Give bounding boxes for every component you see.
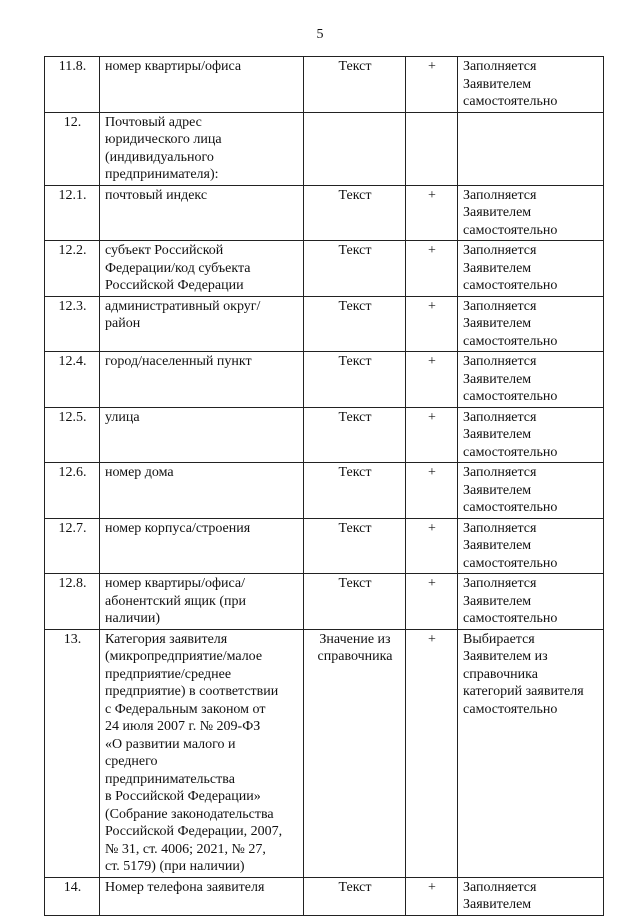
fill-note [458,352,604,408]
fill-note-line: Заявителем [463,427,532,442]
field-type-line: Текст [338,354,372,369]
row-number [45,877,100,915]
required-mark [406,296,458,352]
field-name-line: улица [105,409,140,425]
table-row [45,241,604,297]
required-mark-text: + [428,520,436,536]
fill-note-line: Заполняется [463,520,537,536]
field-name [100,407,304,463]
field-name-line: (Собрание законодательства [105,806,274,822]
fill-note-line: Заявителем [463,538,532,553]
fill-note-line: Заполняется [463,465,537,480]
fill-note-line: Заполняется [463,409,537,425]
field-name [100,877,304,915]
field-type [304,877,406,915]
field-name-line: Российской Федерации [105,278,244,293]
row-number [45,574,100,630]
fill-note-line: самостоятельно [463,444,558,460]
field-name-line: город/населенный пункт [105,354,252,369]
field-name [100,352,304,408]
field-name [100,185,304,241]
row-number-text: 11.8. [58,59,87,74]
fill-note-line: Заполняется [463,243,537,258]
table-body [45,57,604,916]
field-type [304,518,406,574]
fill-note [458,112,604,185]
required-mark-text: + [428,187,436,203]
table-row [45,112,604,185]
fill-note-line: самостоятельно [463,555,558,571]
field-name-line: номер квартиры/офиса [105,59,242,74]
field-name-line: среднего [105,754,158,769]
row-number-text: 12.1. [58,187,87,203]
field-name-line: Почтовый адрес [105,114,202,130]
field-name-line: номер корпуса/строения [105,520,251,536]
field-type-line: Текст [338,879,372,895]
field-name-line: район [105,316,141,331]
field-type [304,112,406,185]
field-name-line: Категория заявителя [105,631,228,647]
field-name-line: с Федеральным законом от [105,701,266,717]
field-name-line: номер дома [105,465,174,480]
field-name-line: (микропредприятие/малое [105,649,263,664]
field-type [304,296,406,352]
fill-note [458,463,604,519]
required-mark-text: + [428,409,436,425]
required-mark-text: + [428,243,436,258]
field-name-line: предпринимателя): [105,167,219,182]
row-number-text: 12.5. [58,409,87,425]
field-name [100,518,304,574]
table-row [45,629,604,877]
field-name-line: предприятие) в соответствии [105,684,279,699]
required-mark [406,463,458,519]
row-number [45,57,100,113]
table-row [45,296,604,352]
row-number-text: 12.3. [58,298,87,314]
row-number [45,629,100,877]
required-mark-text: + [428,298,436,314]
field-type-line: Текст [338,187,372,203]
fill-note-line: Заявителем [463,205,532,220]
field-type [304,463,406,519]
field-type-line: Текст [338,465,372,480]
field-name-line: ст. 5179) (при наличии) [105,859,245,874]
field-name-line: «О развитии малого и [105,736,236,752]
fill-note [458,241,604,297]
field-type-line: Текст [338,520,372,536]
row-number [45,518,100,574]
row-number-text: 12.8. [58,576,87,591]
row-number [45,463,100,519]
fill-note-line: Заполняется [463,298,537,314]
fill-note [458,185,604,241]
field-name [100,241,304,297]
fill-note-line: Заполняется [463,187,537,203]
fill-note [458,57,604,113]
required-mark [406,112,458,185]
row-number-text: 12.6. [58,465,87,480]
fill-note-line: самостоятельно [463,94,558,109]
fill-note-line: Заявителем [463,593,532,609]
field-type [304,241,406,297]
field-name-line: абонентский ящик (при [105,593,246,609]
required-mark [406,407,458,463]
fill-note [458,407,604,463]
field-name-line: административный округ/ [105,298,261,314]
table-row [45,877,604,915]
field-name [100,463,304,519]
field-name-line: Российской Федерации, 2007, [105,824,283,839]
required-mark-text: + [428,59,436,74]
fill-note-line: Заявителем [463,76,532,92]
table-row [45,518,604,574]
fill-note-line: Заявителем [463,482,532,498]
field-type-line: Текст [338,576,372,591]
row-number [45,112,100,185]
field-name-line: субъект Российской [105,243,224,258]
field-type-line: Значение из [319,631,391,647]
row-number [45,241,100,297]
required-mark-text: + [428,354,436,369]
field-name-line: Федерации/код субъекта [105,260,251,276]
table-row [45,407,604,463]
page-number: 5 [316,27,324,42]
fill-note [458,296,604,352]
fill-note-line: Заявителем из [463,649,548,664]
required-mark-text: + [428,576,436,591]
row-number-text: 14. [63,879,82,895]
fill-note-line: самостоятельно [463,222,558,238]
field-type [304,574,406,630]
field-type [304,629,406,877]
table-row [45,57,604,113]
field-name-line: предпринимательства [105,771,235,787]
table-row [45,463,604,519]
field-name-line: № 31, ст. 4006; 2021, № 27, [105,841,266,857]
row-number-text: 12.2. [58,243,87,258]
required-mark [406,352,458,408]
required-mark [406,574,458,630]
field-type-line: Текст [338,409,372,425]
field-name [100,574,304,630]
fill-note [458,518,604,574]
fill-note-line: Заполняется [463,879,537,895]
fill-note-line: самостоятельно [463,333,558,349]
row-number-text: 12.4. [58,354,87,369]
fill-note-line: самостоятельно [463,611,558,626]
fill-note-line: справочника [463,666,538,682]
required-mark [406,241,458,297]
fill-note-line: категорий заявителя [463,684,584,699]
table-row [45,352,604,408]
fill-note [458,629,604,877]
table-row [45,574,604,630]
fill-note-line: самостоятельно [463,278,558,293]
required-mark-text: + [428,631,436,647]
fill-note-line: самостоятельно [463,389,558,404]
required-mark [406,57,458,113]
row-number-text: 13. [63,631,82,647]
field-name [100,296,304,352]
fill-note-line: Заявителем [463,316,532,331]
field-name-line: наличии) [105,611,160,626]
field-type [304,57,406,113]
field-type-line: справочника [317,649,393,664]
field-name-line: 24 июля 2007 г. № 209-ФЗ [105,719,261,734]
field-name [100,629,304,877]
table-row [45,185,604,241]
required-mark [406,185,458,241]
row-number [45,407,100,463]
required-mark [406,629,458,877]
field-name-line: в Российской Федерации» [105,789,261,804]
fill-note-line: Заявителем [463,897,532,912]
fill-note [458,877,604,915]
field-name-line: (индивидуального [105,149,214,165]
fill-note-line: Заполняется [463,354,537,369]
row-number-text: 12. [63,114,82,130]
field-name-line: юридического лица [105,132,222,147]
fill-note-line: Заполняется [463,59,537,74]
fill-note-line: Заявителем [463,260,532,276]
fill-note-line: Заявителем [463,371,532,387]
required-mark [406,877,458,915]
fields-table [44,56,604,916]
fill-note [458,574,604,630]
required-mark [406,518,458,574]
field-type [304,185,406,241]
fill-note-line: самостоятельно [463,701,558,717]
field-type-line: Текст [338,59,372,74]
fill-note-line: Выбирается [463,631,535,647]
row-number [45,296,100,352]
fill-note-line: Заполняется [463,576,537,591]
field-name-line: предприятие/среднее [105,666,232,682]
row-number-text: 12.7. [58,520,87,536]
required-mark-text: + [428,465,436,480]
field-type [304,352,406,408]
field-name-line: Номер телефона заявителя [105,879,265,895]
field-name [100,112,304,185]
field-name-line: номер квартиры/офиса/ [105,576,246,591]
field-name [100,57,304,113]
row-number [45,185,100,241]
field-type [304,407,406,463]
field-name-line: почтовый индекс [105,187,208,203]
field-type-line: Текст [338,298,372,314]
required-mark-text: + [428,879,436,895]
fill-note-line: самостоятельно [463,500,558,515]
row-number [45,352,100,408]
field-type-line: Текст [338,243,372,258]
